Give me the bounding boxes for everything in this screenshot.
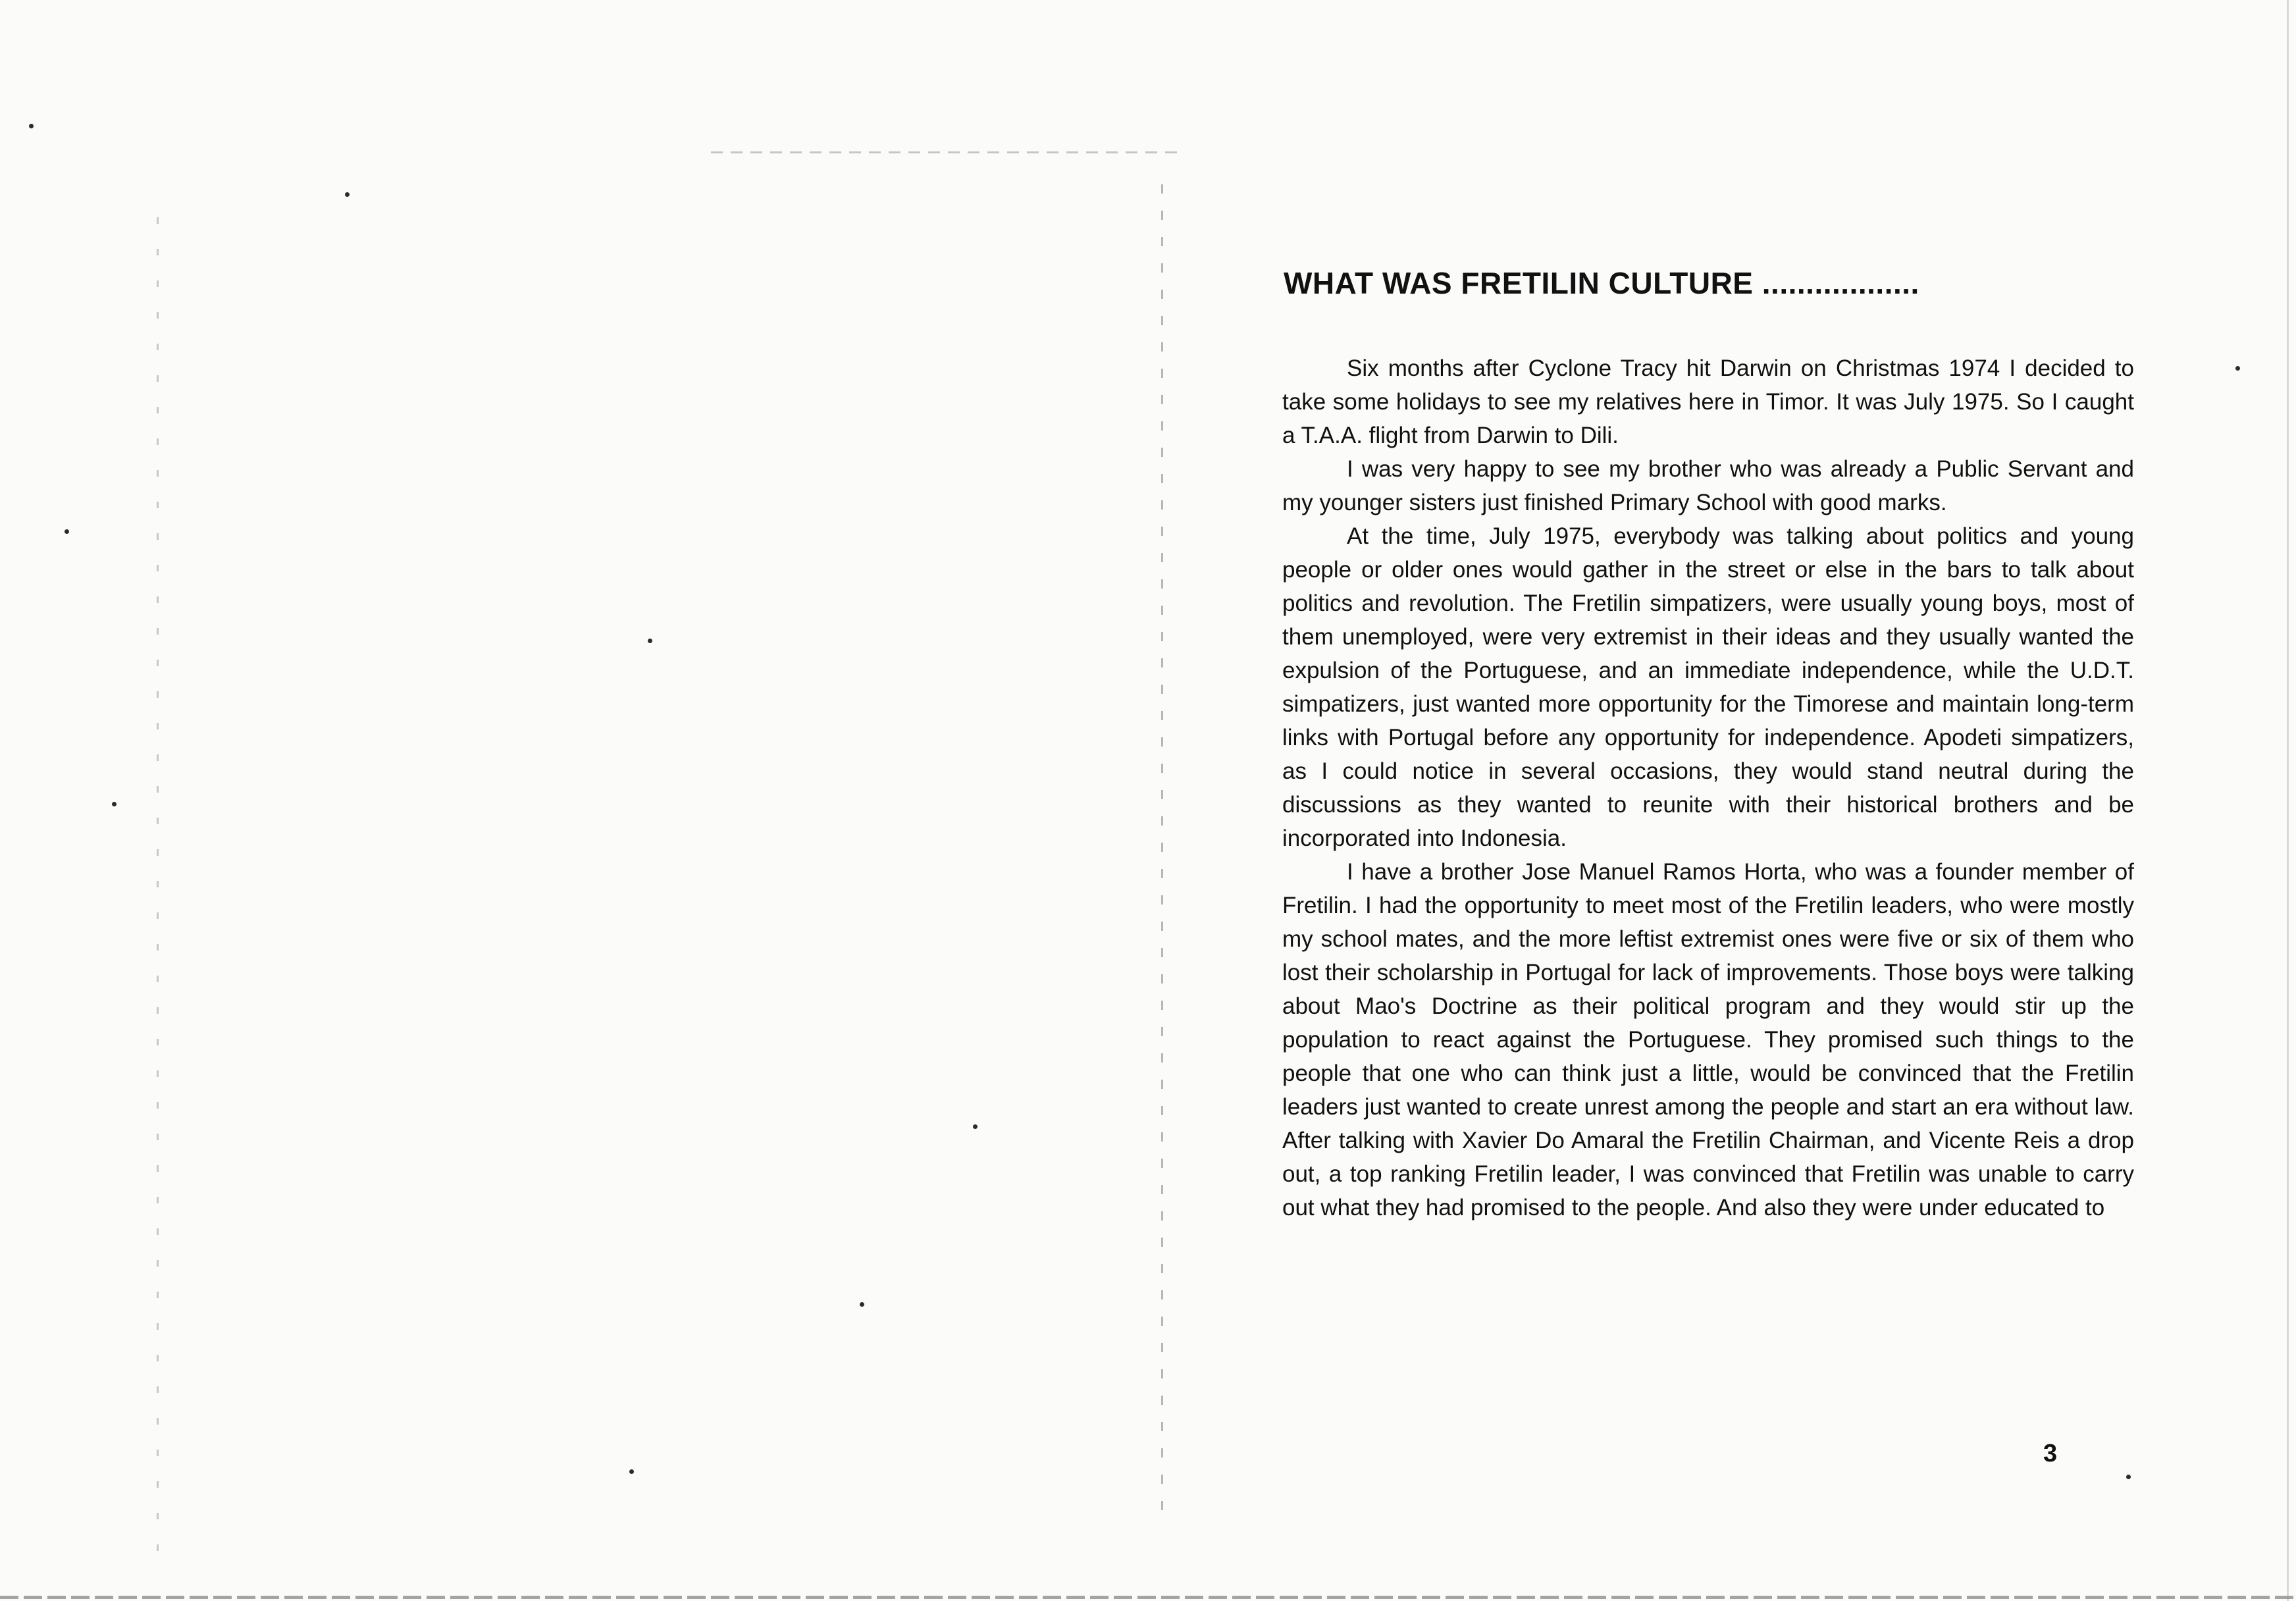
paragraph: At the time, July 1975, everybody was talking about politics and young people or older ones would gather in the street or else in the bars to talk about politics and revolution. The Fretilin simpatizers, were usually young boys, most of them unemployed, were very extremist in their ideas and they usually wanted the expulsion of the Portuguese, and an immediate independence, while the U.D.T. simpatizers, just wanted more opportunity for the Timorese and maintain long-term links with Portugal before any opportunity for independence. Apodeti simpatizers, as I could notice in several occasions, they would stand neutral during the discussions as they wanted to reunite with their historical brothers and be incorporated into Indonesia.	[1282, 523, 2134, 851]
top-scan-rule	[711, 151, 1185, 153]
bottom-scan-edge	[0, 1596, 2296, 1599]
page-number: 3	[2043, 1440, 2058, 1467]
left-page-binding-marks	[157, 217, 159, 1567]
body-text	[1282, 352, 2134, 1224]
scan-speck	[860, 1302, 864, 1307]
paragraph: I have a brother Jose Manuel Ramos Horta, who was a founder member of Fretilin. I had the opportunity to meet most of the Fretilin leaders, who were mostly my school mates, and the more leftist extremist ones were five or six of them who lost their scholarship in Portugal for lack of improvements. Those boys were talking about Mao's Doctrine as their political program and they would stir up the population to react against the Portuguese. They promised such things to the people that one who can think just a little, would be convinced that the Fretilin leaders just wanted to create unrest among the people and start an era without law. After talking with Xavier Do Amaral the Fretilin Chairman, and Vicente Reis a drop out, a top ranking Fretilin leader, I was convinced that Fretilin was unable to carry out what they had promised to the people. And also they were under educated to	[1282, 859, 2134, 1220]
paragraph: Six months after Cyclone Tracy hit Darwin on Christmas 1974 I decided to take some holidays to see my relatives here in Timor. It was July 1975. So I caught a T.A.A. flight from Darwin to Dili.	[1282, 355, 2134, 448]
scan-speck	[29, 124, 34, 128]
scan-speck	[2126, 1475, 2131, 1479]
scan-speck	[973, 1124, 978, 1129]
book-gutter	[1161, 184, 1163, 1514]
right-scan-edge	[2287, 0, 2289, 1601]
scan-speck	[629, 1469, 634, 1474]
scan-speck	[345, 192, 350, 197]
paragraph: I was very happy to see my brother who was already a Public Servant and my younger sisters just finished Primary School with good marks.	[1282, 456, 2134, 515]
chapter-heading: WHAT WAS FRETILIN CULTURE ..................	[1284, 266, 1919, 300]
scan-speck	[112, 802, 117, 806]
text-page	[1164, 0, 2296, 1601]
scan-speck	[2235, 366, 2240, 371]
scan-speck	[65, 529, 69, 534]
scan-speck	[648, 639, 652, 643]
